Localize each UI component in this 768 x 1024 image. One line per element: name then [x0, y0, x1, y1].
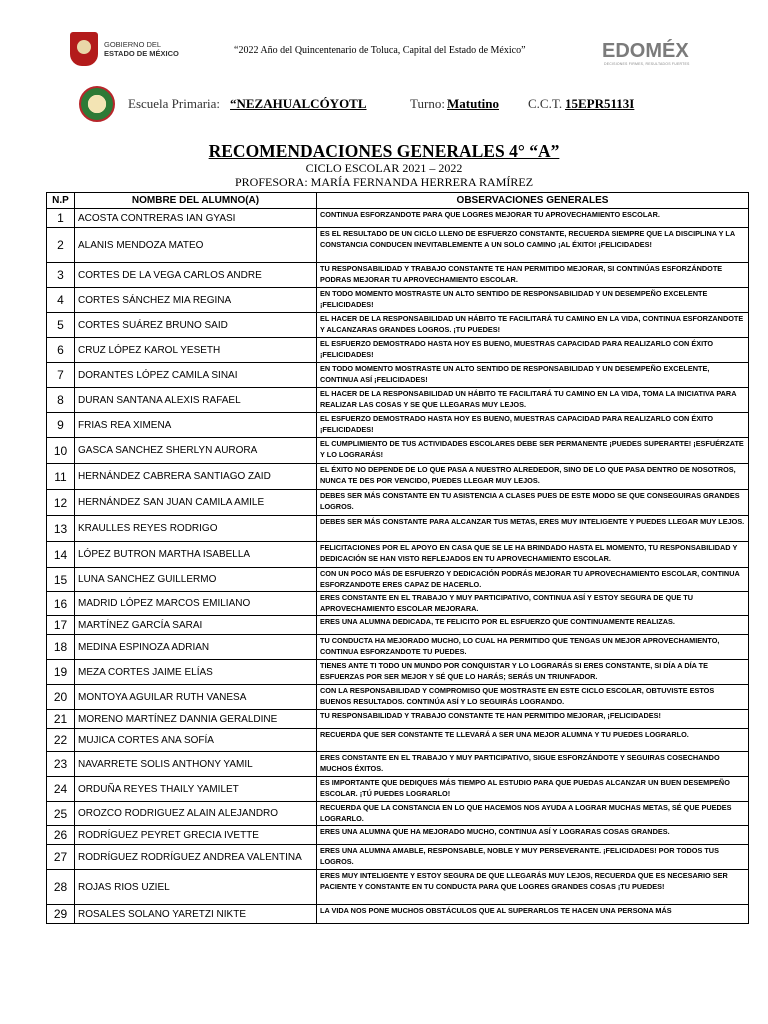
row-number: 28 [47, 870, 75, 905]
student-name: ACOSTA CONTRERAS IAN GYASI [75, 209, 317, 228]
observation-text: EN TODO MOMENTO MOSTRASTE UN ALTO SENTIDO DE RESPONSABILIDAD Y UN DESEMPEÑO EXCELENTE ¡FELICIDADES! [317, 288, 749, 313]
student-name: CORTES DE LA VEGA CARLOS ANDRE [75, 263, 317, 288]
observation-text: EL ESFUERZO DEMOSTRADO HASTA HOY ES BUENO, MUESTRAS CAPACIDAD PARA REALIZARLO CON ÉXITO ¡FELICIDADES! [317, 338, 749, 363]
observation-text: RECUERDA QUE LA CONSTANCIA EN LO QUE HACEMOS NOS AYUDA A LOGRAR MUCHAS METAS, SÉ QUE PUEDES LOGRARLO. [317, 802, 749, 826]
row-number: 13 [47, 516, 75, 542]
observation-text: EN TODO MOMENTO MOSTRASTE UN ALTO SENTIDO DE RESPONSABILIDAD Y UN DESEMPEÑO EXCELENTE, CONTINUA ASÍ ¡FELICIDADES! [317, 363, 749, 388]
observation-text: DEBES SER MÁS CONSTANTE PARA ALCANZAR TUS METAS, ERES MUY INTELIGENTE Y PUEDES LLEGAR MUY LEJOS. [317, 516, 749, 542]
student-name: CORTES SUÁREZ BRUNO SAID [75, 313, 317, 338]
observation-text: RECUERDA QUE SER CONSTANTE TE LLEVARÁ A SER UNA MEJOR ALUMNA Y TU PUEDES LOGRARLO. [317, 729, 749, 752]
student-name: LÓPEZ BUTRON MARTHA ISABELLA [75, 542, 317, 568]
observation-text: ERES CONSTANTE EN EL TRABAJO Y MUY PARTICIPATIVO, CONTINUA ASÍ Y ESTOY SEGURA DE QUE TU APROVECHAMIENTO ESCOLAR MEJORARA. [317, 592, 749, 616]
observation-text: TIENES ANTE TI TODO UN MUNDO POR CONQUISTAR Y LO LOGRARÁS SI ERES CONSTANTE, SI DÍA A DÍA TE ESFUERZAS POR SER MEJOR Y SÉ QUE LO HARÁS; SERÁS UN TRIUNFADOR. [317, 660, 749, 685]
observation-text: TU CONDUCTA HA MEJORADO MUCHO, LO CUAL HA PERMITIDO QUE TENGAS UN MEJOR APROVECHAMIENTO, CONTINUA ESFORZANDOTE TU PUEDES. [317, 635, 749, 660]
table-row [47, 438, 749, 464]
header-student-name: NOMBRE DEL ALUMNO(A) [75, 193, 317, 209]
row-number: 23 [47, 752, 75, 777]
school-label: Escuela Primaria: [128, 96, 221, 111]
table-row [47, 542, 749, 568]
table-row [47, 635, 749, 660]
observation-text: EL HACER DE LA RESPONSABILIDAD UN HÁBITO TE FACILITARÁ TU CAMINO EN LA VIDA, CONTINUA ESFORZANDOTE Y ALCANZARAS GRANDES LOGROS. ¡TU PUEDES! [317, 313, 749, 338]
row-number: 9 [47, 413, 75, 438]
cct-label: C.C.T. [528, 96, 563, 111]
row-number: 14 [47, 542, 75, 568]
row-number: 7 [47, 363, 75, 388]
student-name: DURAN SANTANA ALEXIS RAFAEL [75, 388, 317, 413]
observation-text: ERES UNA ALUMNA QUE HA MEJORADO MUCHO, CONTINUA ASÍ Y LOGRARAS COSAS GRANDES. [317, 826, 749, 845]
table-row [47, 710, 749, 729]
document-title: RECOMENDACIONES GENERALES 4° “A” [208, 141, 560, 161]
student-name: RODRÍGUEZ PEYRET GRECIA IVETTE [75, 826, 317, 845]
row-number: 1 [47, 209, 75, 228]
table-row [47, 388, 749, 413]
table-row [47, 616, 749, 635]
table-row [47, 802, 749, 826]
observation-text: CONTINUA ESFORZANDOTE PARA QUE LOGRES MEJORAR TU APROVECHAMIENTO ESCOLAR. [317, 209, 749, 228]
observation-text: DEBES SER MÁS CONSTANTE EN TU ASISTENCIA A CLASES PUES DE ESTE MODO SE QUE CONSEGUIRAS GRANDES LOGROS. [317, 490, 749, 516]
observation-text: ES EL RESULTADO DE UN CICLO LLENO DE ESFUERZO CONSTANTE, RECUERDA SIEMPRE QUE LA DISCIPLINA Y LA CONSTANCIA CONDUCEN INEVITABLEMENTE A UN SOLO CAMINO ¡AL ÉXITO! ¡FELICIDADES! [317, 228, 749, 263]
observation-text: EL ÉXITO NO DEPENDE DE LO QUE PASA A NUESTRO ALREDEDOR, SINO DE LO QUE PASA DENTRO DE NOSOTROS, NUNCA TE DES POR VENCIDO, PUEDES LLEGAR MUY LEJOS. [317, 464, 749, 490]
student-name: MEZA CORTES JAIME ELÍAS [75, 660, 317, 685]
student-name: RODRÍGUEZ RODRÍGUEZ ANDREA VALENTINA [75, 845, 317, 870]
row-number: 6 [47, 338, 75, 363]
student-name: HERNÁNDEZ CABRERA SANTIAGO ZAID [75, 464, 317, 490]
row-number: 25 [47, 802, 75, 826]
observation-text: EL CUMPLIMIENTO DE TUS ACTIVIDADES ESCOLARES DEBE SER PERMANENTE ¡PUEDES SUPERARTE! ¡ESFUÉRZATE Y LO LOGRARÁS! [317, 438, 749, 464]
edomex-logo: EDOMÉX [602, 40, 689, 62]
row-number: 8 [47, 388, 75, 413]
student-name: HERNÁNDEZ SAN JUAN CAMILA AMILE [75, 490, 317, 516]
student-name: LUNA SANCHEZ GUILLERMO [75, 568, 317, 592]
table-row [47, 413, 749, 438]
row-number: 19 [47, 660, 75, 685]
student-name: CORTES SÁNCHEZ MIA REGINA [75, 288, 317, 313]
cct-value: 15EPR5113I [565, 96, 635, 111]
student-name: GASCA SANCHEZ SHERLYN AURORA [75, 438, 317, 464]
row-number: 24 [47, 777, 75, 802]
table-row [47, 592, 749, 616]
table-row [47, 228, 749, 263]
table-row [47, 826, 749, 845]
school-name: “NEZAHUALCÓYOTL [230, 96, 367, 111]
table-row [47, 729, 749, 752]
gov-logo-text [104, 40, 179, 58]
gov-logo-line2: ESTADO DE MÉXICO [104, 49, 179, 58]
observation-text: CON UN POCO MÁS DE ESFUERZO Y DEDICACIÓN PODRÁS MEJORAR TU APROVECHAMIENTO ESCOLAR, CONTINUA ESFORZANDOTE ERES CAPAZ DE HACERLO. [317, 568, 749, 592]
observation-text: ERES UNA ALUMNA AMABLE, RESPONSABLE, NOBLE Y MUY PERSEVERANTE. ¡FELICIDADES! POR TODOS TUS LOGROS. [317, 845, 749, 870]
observation-text: LA VIDA NOS PONE MUCHOS OBSTÁCULOS QUE AL SUPERARLOS TE HACEN UNA PERSONA MÁS [317, 905, 749, 924]
table-row [47, 568, 749, 592]
row-number: 12 [47, 490, 75, 516]
row-number: 21 [47, 710, 75, 729]
student-name: MADRID LÓPEZ MARCOS EMILIANO [75, 592, 317, 616]
student-name: MORENO MARTÍNEZ DANNIA GERALDINE [75, 710, 317, 729]
row-number: 2 [47, 228, 75, 263]
row-number: 10 [47, 438, 75, 464]
observation-text: TU RESPONSABILIDAD Y TRABAJO CONSTANTE TE HAN PERMITIDO MEJORAR, ¡FELICIDADES! [317, 710, 749, 729]
observation-text: CON LA RESPONSABILIDAD Y COMPROMISO QUE MOSTRASTE EN ESTE CICLO ESCOLAR, OBTUVISTE ESTOS BUENOS RESULTADOS. CONTINÚA ASÍ Y LO SEGUIRÁS LOGRANDO. [317, 685, 749, 710]
row-number: 4 [47, 288, 75, 313]
row-number: 17 [47, 616, 75, 635]
table-row [47, 209, 749, 228]
table-row [47, 338, 749, 363]
student-name: CRUZ LÓPEZ KAROL YESETH [75, 338, 317, 363]
table-body [47, 209, 749, 924]
row-number: 26 [47, 826, 75, 845]
observation-text: ERES UNA ALUMNA DEDICADA, TE FELICITO POR EL ESFUERZO QUE CONTINUAMENTE REALIZAS. [317, 616, 749, 635]
student-name: OROZCO RODRIGUEZ ALAIN ALEJANDRO [75, 802, 317, 826]
row-number: 29 [47, 905, 75, 924]
table-row [47, 288, 749, 313]
edomex-tagline: DECISIONES FIRMES, RESULTADOS FUERTES [604, 62, 690, 66]
table-row [47, 777, 749, 802]
table-row [47, 516, 749, 542]
row-number: 22 [47, 729, 75, 752]
observation-text: ES IMPORTANTE QUE DEDIQUES MÁS TIEMPO AL ESTUDIO PARA QUE PUEDAS ALCANZAR UN BUEN DESEMPEÑO ESCOLAR. ¡TÚ PUEDES LOGRARLO! [317, 777, 749, 802]
student-name: MONTOYA AGUILAR RUTH VANESA [75, 685, 317, 710]
student-name: FRIAS REA XIMENA [75, 413, 317, 438]
table-row [47, 752, 749, 777]
row-number: 27 [47, 845, 75, 870]
student-name: ROJAS RIOS UZIEL [75, 870, 317, 905]
table-row [47, 313, 749, 338]
student-name: DORANTES LÓPEZ CAMILA SINAI [75, 363, 317, 388]
gov-logo [70, 32, 179, 66]
observation-text: ERES CONSTANTE EN EL TRABAJO Y MUY PARTICIPATIVO, SIGUE ESFORZÁNDOTE Y SEGUIRAS COSECHANDO MUCHOS ÉXITOS. [317, 752, 749, 777]
row-number: 18 [47, 635, 75, 660]
student-name: ALANIS MENDOZA MATEO [75, 228, 317, 263]
student-name: ORDUÑA REYES THAILY YAMILET [75, 777, 317, 802]
observation-text: EL ESFUERZO DEMOSTRADO HASTA HOY ES BUENO, MUESTRAS CAPACIDAD PARA REALIZARLO CON ÉXITO ¡FELICIDADES! [317, 413, 749, 438]
table-row [47, 660, 749, 685]
school-cycle: CICLO ESCOLAR 2021 – 2022 [305, 161, 463, 175]
header-motto: “2022 Año del Quincentenario de Toluca, Capital del Estado de México” [234, 45, 526, 56]
row-number: 16 [47, 592, 75, 616]
table-row [47, 870, 749, 905]
table-row [47, 490, 749, 516]
table-row [47, 685, 749, 710]
table-row [47, 263, 749, 288]
turno-label: Turno: [410, 96, 445, 111]
student-name: MUJICA CORTES ANA SOFÍA [75, 729, 317, 752]
gov-logo-line1: GOBIERNO DEL [104, 40, 162, 49]
header-np: N.P [47, 193, 75, 209]
observation-text: TU RESPONSABILIDAD Y TRABAJO CONSTANTE TE HAN PERMITIDO MEJORAR, SI CONTINÚAS ESFORZÁNDOTE PODRAS MEJORAR TU APROVECHAMIENTO ESCOLAR. [317, 263, 749, 288]
header-observations: OBSERVACIONES GENERALES [317, 193, 749, 209]
student-name: MARTÍNEZ GARCÍA SARAI [75, 616, 317, 635]
observation-text: EL HACER DE LA RESPONSABILIDAD UN HÁBITO TE FACILITARÁ TU CAMINO EN LA VIDA, TOMA LA INICIATIVA PARA REALIZAR LAS COSAS Y SE QUE LLEGARAS MUY LEJOS. [317, 388, 749, 413]
table-row [47, 363, 749, 388]
table-header-row [47, 193, 749, 209]
student-name: NAVARRETE SOLIS ANTHONY YAMIL [75, 752, 317, 777]
observation-text: ERES MUY INTELIGENTE Y ESTOY SEGURA DE QUE LLEGARÁS MUY LEJOS, RECUERDA QUE ES NECESARIO SER PACIENTE Y CONSTANTE EN TU CONDUCTA PARA QUE LOGRES GRANDES COSAS ¡TU PUEDES! [317, 870, 749, 905]
school-emblem-icon [79, 86, 115, 122]
table-row [47, 845, 749, 870]
student-name: MEDINA ESPINOZA ADRIAN [75, 635, 317, 660]
table-row [47, 464, 749, 490]
teacher-name: PROFESORA: MARÍA FERNANDA HERRERA RAMÍREZ [234, 175, 534, 189]
table-row [47, 905, 749, 924]
turno-value: Matutino [447, 96, 499, 111]
student-name: ROSALES SOLANO YARETZI NIKTE [75, 905, 317, 924]
row-number: 5 [47, 313, 75, 338]
student-name: KRAULLES REYES RODRIGO [75, 516, 317, 542]
coat-of-arms-icon [70, 32, 98, 66]
observation-text: FELICITACIONES POR EL APOYO EN CASA QUE SE LE HA BRINDADO HASTA EL MOMENTO, TU RESPONSABILIDAD Y DEDICACIÓN SE HAN VISTO REFLEJADOS EN TU APROVECHAMIENTO ESCOLAR. [317, 542, 749, 568]
student-recommendations-table [46, 192, 749, 924]
row-number: 20 [47, 685, 75, 710]
row-number: 3 [47, 263, 75, 288]
row-number: 15 [47, 568, 75, 592]
row-number: 11 [47, 464, 75, 490]
